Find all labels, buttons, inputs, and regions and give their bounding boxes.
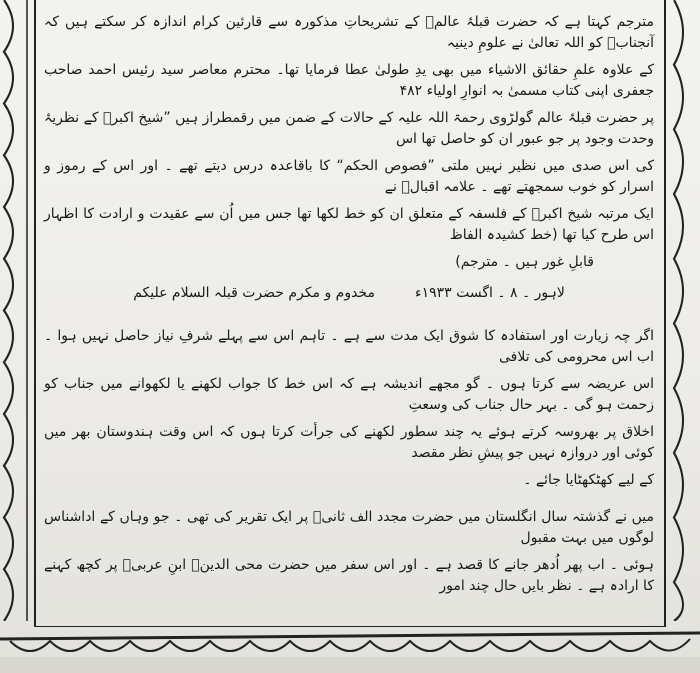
text-line: اخلاق پر بھروسہ کرتے ہوئے یہ چند سطور لکھنے کی جرأت کرتا ہوں کہ اس وقت ہندوستان بھر میں کوئی اور دروازہ نہیں جو پیشِ نظر مقصد (44, 424, 654, 461)
text-line: کے لیے کھٹکھٹایا جائے ۔ (523, 472, 654, 488)
right-ornamental-border (666, 0, 700, 621)
text-line: پر حضرت قبلۂ عالم گولڑوی رحمۃ اللہ علیہ کے حالات کے ضمن میں رقمطراز ہیں ”شیخ اکبرؒ کے نظریۂ وحدت وجود پر جو عبور ان کو حاصل تھا اس (44, 110, 654, 147)
left-ornamental-border (0, 0, 32, 621)
text-line: قابلِ غور ہیں ۔ مترجم) (455, 254, 594, 270)
text-line: اس عریضہ سے کرتا ہوں ۔ گو مجھے اندیشہ ہے کہ اس خط کا جواب لکھنے یا لکھوانے میں جناب کو زحمت ہو گی ۔ بہر حال جناب کی وسعتِ (44, 376, 654, 413)
body-text (44, 12, 654, 597)
text-line: مترجم کہتا ہے کہ حضرت قبلۂ عالمؒ کے تشریحاتِ مذکورہ سے قارئین کرام اندازہ کر سکتے ہیں کہ آنجنابؒ کو اللہ تعالیٰ نے علومِ دینیہ (44, 14, 654, 51)
text-line: کی اس صدی میں نظیر نہیں ملتی ”فصوص الحکم“ کا باقاعدہ درس دیتے تھے ۔ اور اس کے رموز و اسرار کو خوب سمجھتے تھے ۔ علامہ اقبالؒ نے (44, 158, 654, 195)
bottom-ornamental-border (0, 621, 700, 673)
text-line: اگر چہ زیارت اور استفادہ کا شوق ایک مدت سے ہے ۔ تاہم اس سے پہلے شرفِ نیاز حاصل نہیں ہوا ۔ اب اس محرومی کی تلافی (44, 328, 654, 365)
text-line: ایک مرتبہ شیخ اکبرؒ کے فلسفہ کے متعلق ان کو خط لکھا تھا جس میں اُن سے عقیدت و ارادت کا اظہار اس طرح کیا تھا (خط کشیدہ الفاظ (44, 206, 654, 243)
letter-header (44, 283, 654, 304)
text-line: ہوئی ۔ اب پھر اُدھر جانے کا قصد ہے ۔ اور اس سفر میں حضرت محی الدینؒ ابنِ عربیؒ پر کچھ کہنے کا ارادہ ہے ۔ نظر بایں حال چند امور (44, 557, 654, 594)
text-line: میں نے گذشتہ سال انگلستان میں حضرت مجدد الف ثانیؒ پر ایک تقریر کی تھی ۔ جو وہاں کے اداشناس لوگوں میں بہت مقبول (44, 509, 654, 546)
text-line: کے علاوہ علمِ حقائق الاشیاء میں بھی یدِ طولیٰ عطا فرمایا تھا۔ محترم معاصر سید رئیس احمد صاحب جعفری اپنی کتاب مسمیٰ بہ انوارِ اولیاء ۴۸۲ (44, 62, 654, 99)
letter-place-date: لاہور ۔ ۸ ۔ اگست ۱۹۳۳ء (414, 285, 565, 301)
left-frame-line (34, 0, 36, 627)
letter-salutation: مخدوم و مکرم حضرت قبلہ السلام علیکم (133, 285, 375, 301)
